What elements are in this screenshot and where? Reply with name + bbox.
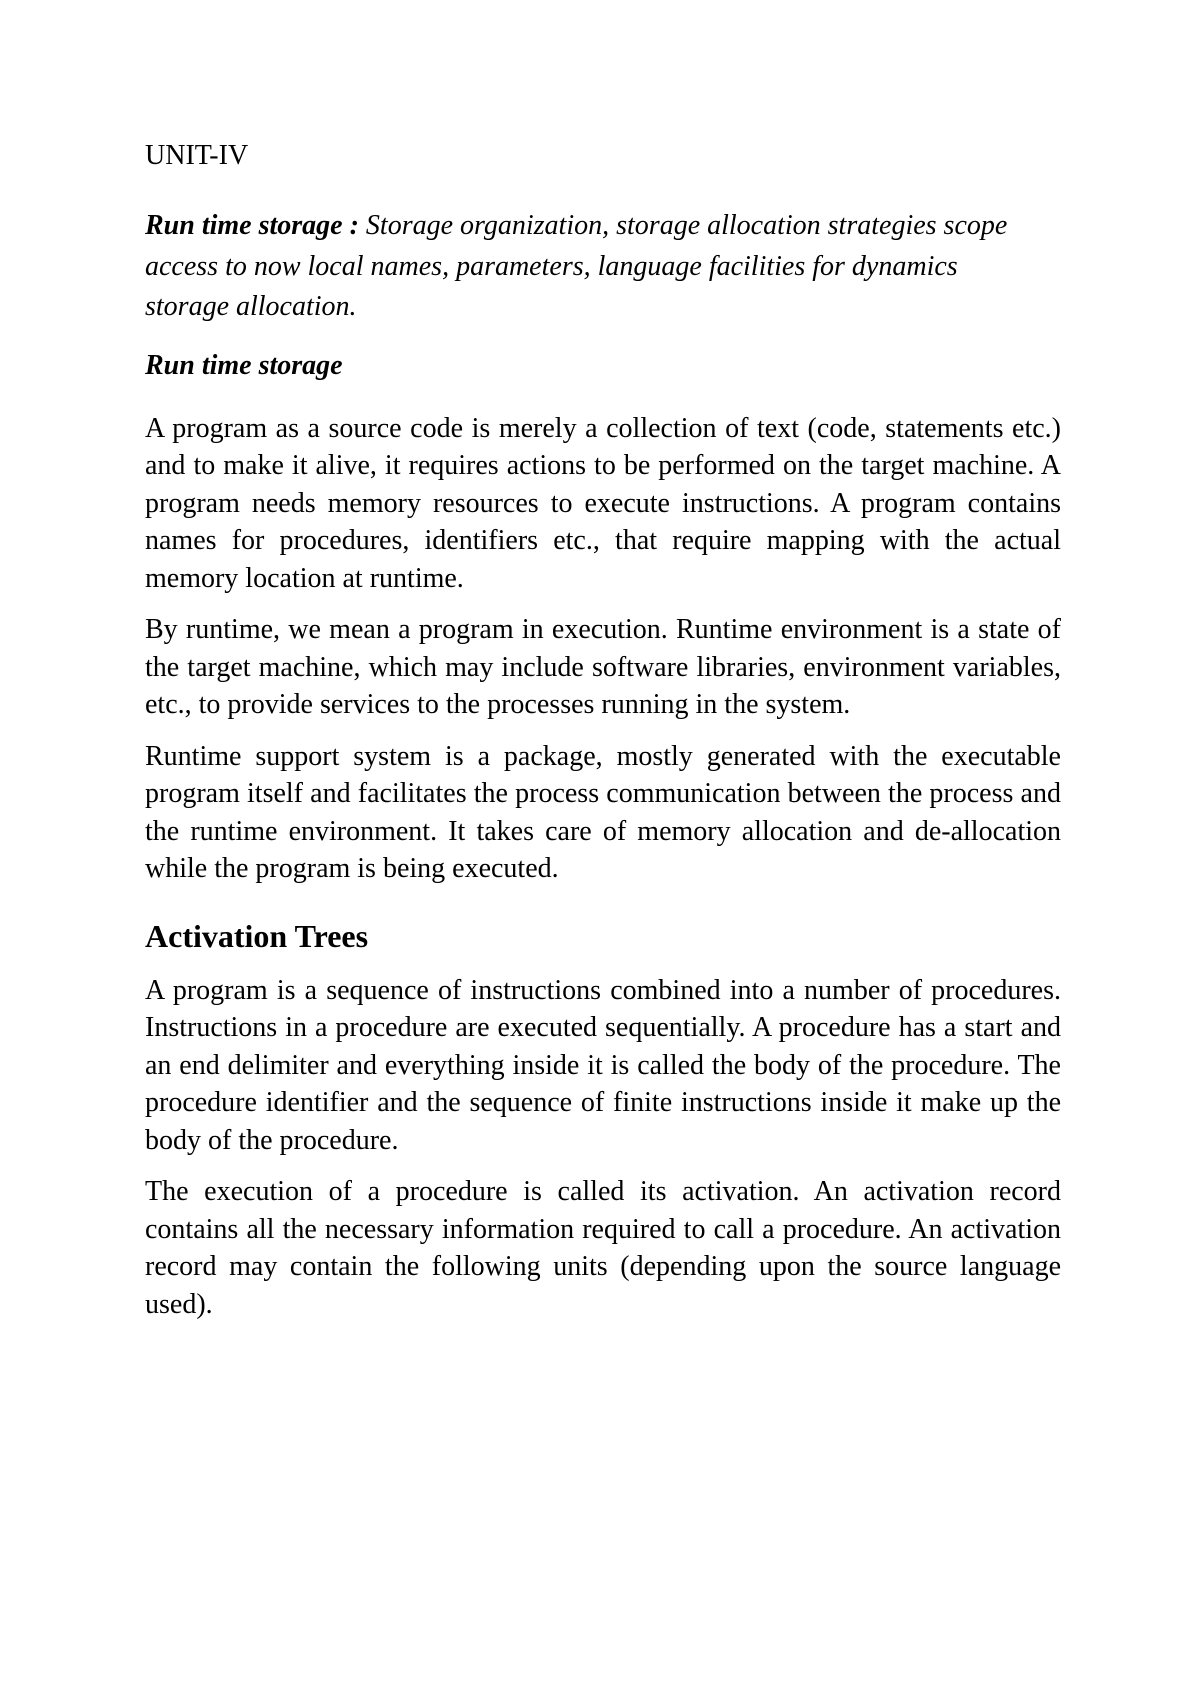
document-page xyxy=(145,136,1061,1337)
syllabus-text: Storage organization, storage allocation strategies scope access to now local names, parameters, language facilities for dynamics storage allocation. xyxy=(145,210,1008,322)
paragraph: The execution of a procedure is called its activation. An activation record contains all the necessary information required to call a procedure. An activation record may contain the following units (depending upon the source language used). xyxy=(145,1176,1061,1320)
paragraph: By runtime, we mean a program in execution. Runtime environment is a state of the target machine, which may include software libraries, environment variables, etc., to provide services to the processes running in the system. xyxy=(145,614,1061,720)
section-heading-run-time-storage: Run time storage xyxy=(145,349,343,381)
paragraph: A program as a source code is merely a collection of text (code, statements etc.) and to make it alive, it requires actions to be performed on the target machine. A program needs memory resources to execute instructions. A program contains names for procedures, identifiers etc., that require mapping with the actual memory location at runtime. xyxy=(145,412,1061,594)
unit-heading: UNIT-IV xyxy=(145,140,249,171)
paragraph: Runtime support system is a package, mostly generated with the executable program itself and facilitates the process communication between the process and the runtime environment. It takes care of memory allocation and de-allocation while the program is being executed. xyxy=(145,740,1061,884)
syllabus-summary xyxy=(145,206,1025,328)
section-heading-activation-trees: Activation Trees xyxy=(145,917,369,954)
syllabus-lead: Run time storage : xyxy=(145,210,359,241)
paragraph: A program is a sequence of instructions combined into a number of procedures. Instructions in a procedure are executed sequentially. A procedure has a start and an end delimiter and everything inside it is called the body of the procedure. The procedure identifier and the sequence of finite instructions inside it make up the body of the procedure. xyxy=(145,974,1061,1156)
